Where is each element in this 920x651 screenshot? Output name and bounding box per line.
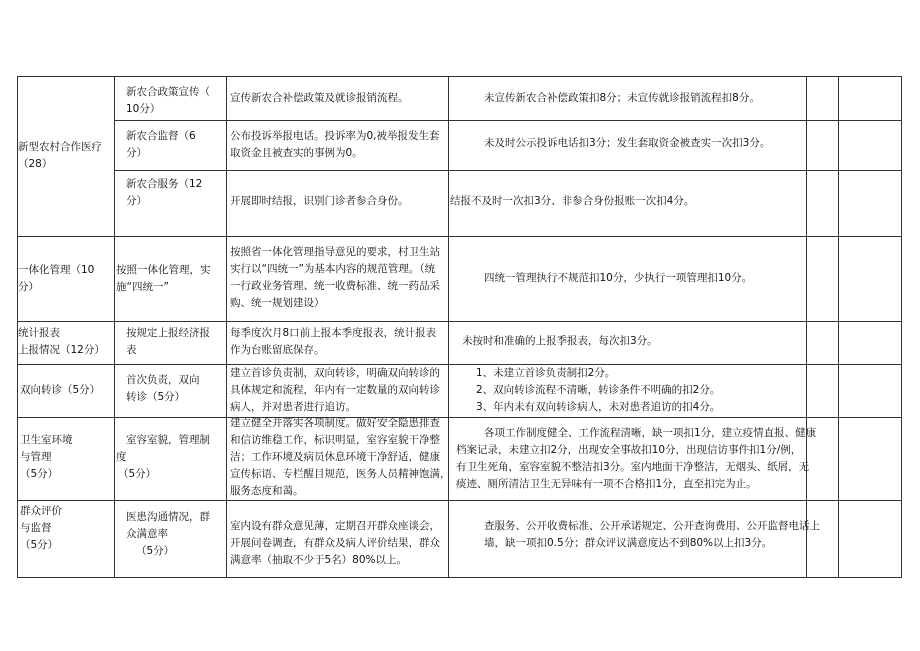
item-name-text: 新农合政策宣传（	[126, 86, 210, 98]
content-text: 满意率（抽取不少于5名）80%以上。	[230, 554, 408, 566]
criteria-text: 2、双向转诊流程不清晰，转诊条件不明确的扣2分。	[476, 384, 721, 396]
content-text: 按照省一体化管理指导意见的要求，村卫生站	[230, 246, 440, 258]
content-cell	[230, 365, 440, 416]
item-name-text: （5分）	[136, 545, 175, 557]
content-cell	[230, 244, 440, 312]
content-text: 病人，并对患者进行追访。	[230, 401, 356, 413]
item-name-cell	[116, 432, 210, 483]
criteria-cell	[476, 365, 720, 416]
category-cell	[20, 503, 62, 554]
category-text: 一体化管理（10	[18, 264, 95, 276]
content-text: 每季度次月8口前上报本季度报表，统计报表	[230, 327, 437, 339]
col-line	[448, 76, 449, 577]
category-cell	[20, 432, 73, 483]
content-cell	[230, 518, 440, 569]
category-text: 统计报表	[18, 327, 60, 339]
item-name-cell	[126, 128, 196, 162]
category-text: （5分）	[20, 468, 59, 480]
item-name-text: 施“四统一”	[116, 281, 169, 293]
item-name-text: 分）	[126, 147, 147, 159]
item-name-cell	[126, 372, 200, 406]
content-text: 开展即时结报，识别门诊者参合身份。	[230, 195, 409, 207]
criteria-cell	[462, 333, 658, 350]
criteria-text: 结报不及时一次扣3分、非参合身份报账一次扣4分。	[450, 195, 695, 207]
category-cell	[20, 382, 100, 399]
col-line	[114, 76, 115, 577]
item-name-text: 室容室貌，管理制	[126, 434, 210, 446]
category-text: 双向转诊（5分）	[20, 384, 101, 396]
row-line	[17, 364, 902, 365]
content-text: 洁；工作环境及病员休息环境干净舒适，健康	[230, 451, 440, 463]
content-text: 具体规定和流程，年内有一定数量的双向转诊	[230, 384, 440, 396]
row-line	[17, 76, 902, 77]
item-name-text: 按规定上报经济报	[126, 327, 210, 339]
content-cell	[230, 325, 436, 359]
item-name-text: 转诊（5分）	[126, 391, 186, 403]
row-line	[17, 236, 902, 237]
content-text: 取资金且被查实的事例为0。	[230, 147, 363, 159]
row-line	[17, 500, 902, 501]
content-text: 宣传新农合补偿政策及就诊报销流程。	[230, 92, 409, 104]
content-text: 宣传标语、专栏醒目规范，医务人员精神饱满，	[230, 468, 451, 480]
criteria-text: 未按时和准确的上报季报表，每次扣3分。	[462, 335, 658, 347]
row-line	[17, 417, 902, 418]
item-name-text: 首次负责，双向	[126, 374, 200, 386]
criteria-cell	[484, 135, 770, 152]
criteria-text: 1、未建立首诊负责制扣2分。	[476, 367, 616, 379]
content-cell	[230, 128, 440, 162]
category-text: 群众评价	[20, 505, 62, 517]
criteria-text: 查服务、公开收费标准、公开承诺规定、公开查询费用、公开监督电话上	[484, 520, 820, 532]
criteria-text: 有卫生死角，室容室貌不整洁扣3分。室内地面干净整洁，无烟头、纸屑，无	[456, 461, 810, 473]
item-name-text: 医患沟通情况，群	[126, 511, 210, 523]
item-name-text: 新农合服务（12	[126, 178, 203, 190]
category-text: 与管理	[20, 451, 52, 463]
criteria-text: 档案记录，未建立扣2分，出现安全事故扣10分，出现信访事件扣1分/例，	[456, 444, 802, 456]
criteria-cell	[484, 270, 752, 287]
category-text: 上报情况（12分）	[18, 344, 105, 356]
criteria-cell	[456, 425, 816, 493]
item-name-text: 按照一体化管理，实	[116, 264, 211, 276]
criteria-text: 各项工作制度健全、工作流程清晰，缺一项扣1分，建立疫情直报、健康	[484, 427, 817, 439]
item-name-text: 10分）	[126, 103, 161, 115]
category-text: 卫生室环境	[20, 434, 73, 446]
row-line	[17, 321, 902, 322]
criteria-text: 未宣传新农合补偿政策扣8分；未宣传就诊报销流程扣8分。	[484, 92, 760, 104]
item-name-text: （5分）	[118, 468, 157, 480]
category-text: （5分）	[20, 539, 59, 551]
content-text: 建立健全并落实各项制度。做好安全隐患排查	[230, 417, 440, 429]
content-text: 实行以“四统一”为基本内容的规范管理。（统	[230, 263, 436, 275]
category-text: 新型农村合作医疗	[18, 141, 102, 153]
col-line	[838, 76, 839, 577]
item-name-cell	[126, 176, 202, 210]
item-name-cell	[116, 262, 211, 296]
content-text: 作为台账留底保存。	[230, 344, 325, 356]
category-cell	[18, 262, 94, 296]
content-text: 公布投诉举报电话。投诉率为0,被举报发生套	[230, 130, 440, 142]
content-cell	[230, 193, 409, 210]
content-text: 购、统一规划建设）	[230, 297, 325, 309]
item-name-text: 众满意率	[126, 528, 168, 540]
category-text: 分）	[18, 281, 39, 293]
content-text: 服务态度和蔼。	[230, 485, 304, 497]
item-name-text: 表	[126, 344, 137, 356]
item-name-cell	[126, 325, 210, 359]
row-line	[114, 170, 902, 171]
item-name-text: 新农合监督（6	[126, 130, 196, 142]
category-text: 与监督	[20, 522, 52, 534]
content-text: 一行政业务管理、统一收费标准、统一药品采	[230, 280, 440, 292]
category-cell	[18, 325, 105, 359]
content-cell	[230, 415, 451, 500]
criteria-text: 未及时公示投诉电话扣3分；发生套取资金被查实一次扣3分。	[484, 137, 771, 149]
col-line	[806, 76, 807, 577]
criteria-text: 墙，缺一项扣0.5分；群众评议满意度达不到80%以上扣3分。	[484, 537, 773, 549]
row-line	[17, 577, 902, 578]
content-text: 室内设有群众意见薄，定期召开群众座谈会，	[230, 520, 440, 532]
item-name-cell	[126, 509, 210, 560]
category-text: （28）	[18, 158, 53, 170]
criteria-text: 四统一管理执行不规范扣10分，少执行一项管理扣10分。	[484, 272, 753, 284]
category-cell	[18, 139, 102, 173]
content-text: 建立首诊负责制，双向转诊，明确双向转诊的	[230, 367, 440, 379]
content-cell	[230, 90, 409, 107]
row-line	[114, 120, 902, 121]
item-name-cell	[126, 84, 210, 118]
content-text: 和信访维稳工作，标识明显，室容室貌干净整	[230, 434, 440, 446]
col-line	[226, 76, 227, 577]
item-name-text: 度	[116, 451, 127, 463]
col-line	[901, 76, 902, 577]
item-name-text: 分）	[126, 195, 147, 207]
criteria-text: 痰迹、厕所清洁卫生无异味有一项不合格扣1分，直至扣完为止。	[456, 478, 757, 490]
criteria-text: 3、年内未有双向转诊病人，未对患者追访的扣4分。	[476, 401, 721, 413]
criteria-cell	[460, 518, 820, 552]
content-text: 开展问卷调查，有群众及病人评价结果，群众	[230, 537, 440, 549]
criteria-cell	[450, 193, 694, 210]
criteria-cell	[484, 90, 760, 107]
